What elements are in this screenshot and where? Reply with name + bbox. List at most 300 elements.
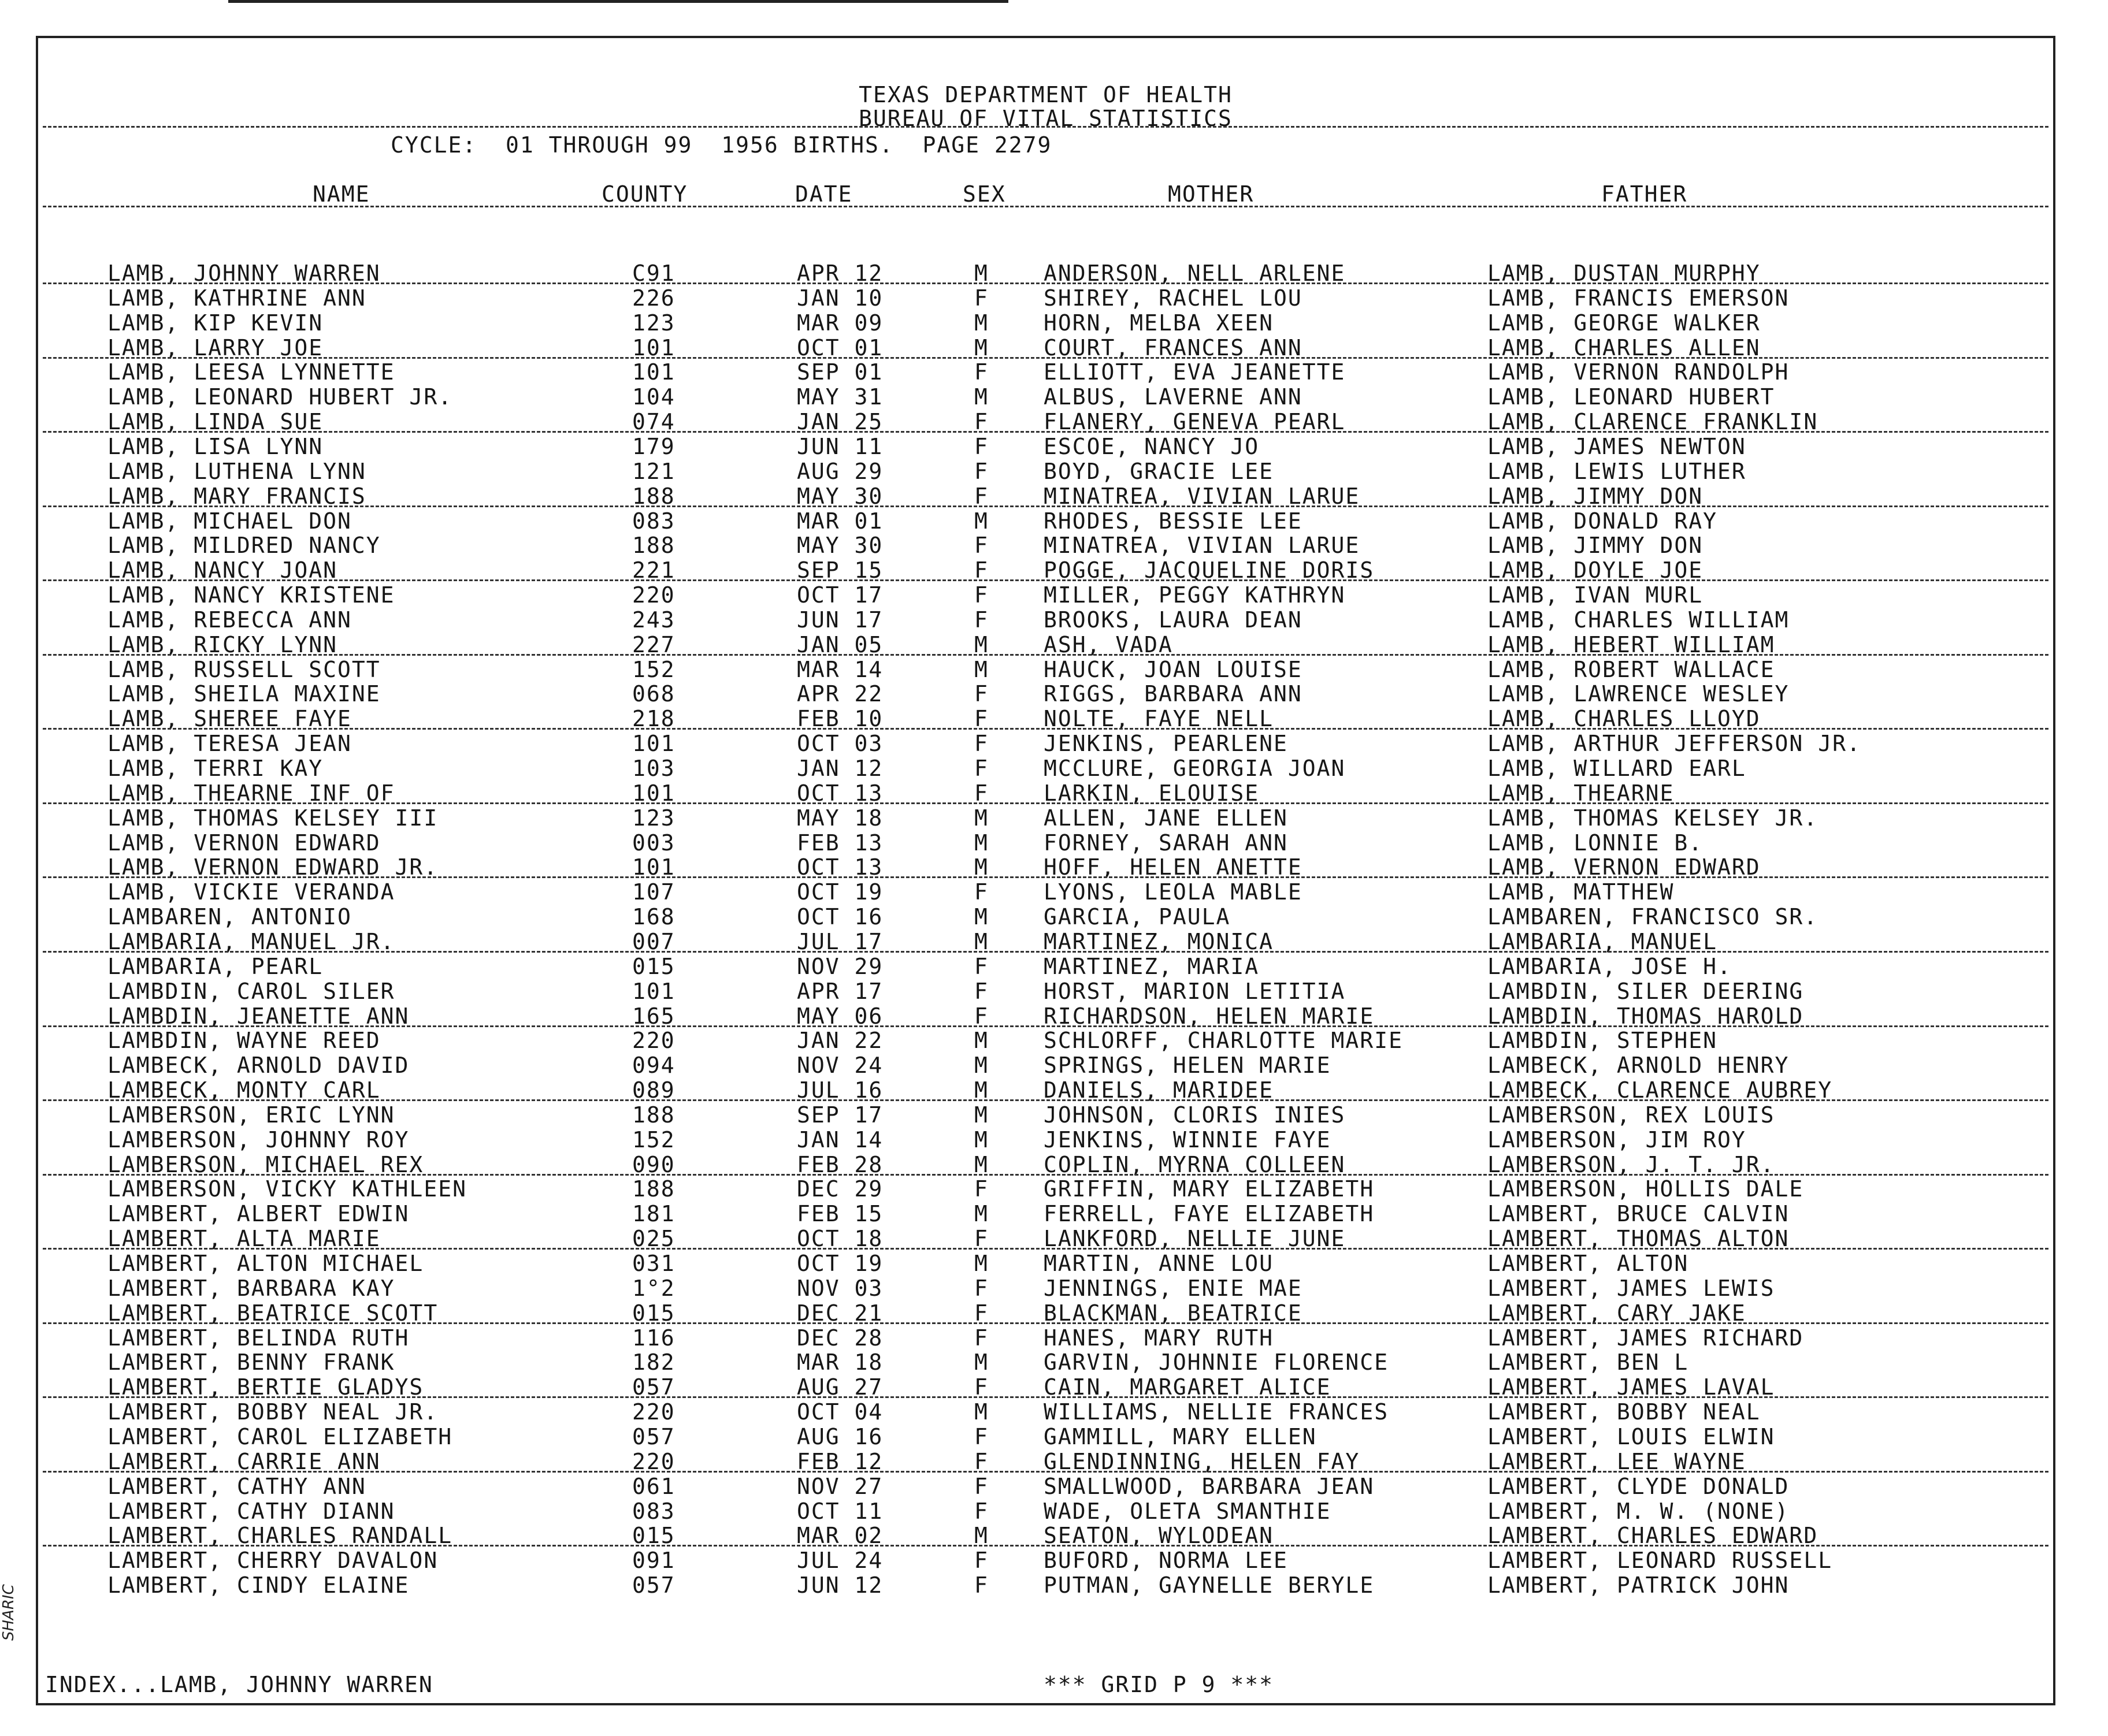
- cell-sex: F: [974, 780, 989, 806]
- cell-county: 220: [632, 582, 676, 608]
- cell-father: LAMBERT, CHARLES EDWARD: [1487, 1523, 1818, 1549]
- cell-mother: HAUCK, JOAN LOUISE: [1044, 656, 1302, 682]
- table-row: [38, 1499, 2053, 1523]
- cell-father: LAMBERT, JAMES LAVAL: [1487, 1374, 1775, 1400]
- cell-name: LAMBDIN, JEANETTE ANN: [107, 1003, 410, 1029]
- cell-name: LAMBERT, BEATRICE SCOTT: [107, 1300, 439, 1326]
- cell-father: LAMBERSON, HOLLIS DALE: [1487, 1176, 1804, 1202]
- cell-sex: M: [974, 1102, 989, 1128]
- col-mother: MOTHER: [1168, 181, 1255, 207]
- table-row: [38, 434, 2053, 459]
- cell-mother: LARKIN, ELOUISE: [1044, 780, 1260, 806]
- table-row: [38, 879, 2053, 904]
- cell-county: 220: [632, 1028, 676, 1054]
- cell-father: LAMB, HEBERT WILLIAM: [1487, 631, 1775, 657]
- cell-father: LAMBERT, LEE WAYNE: [1487, 1448, 1746, 1474]
- cell-sex: F: [974, 1498, 989, 1524]
- cell-mother: ESCOE, NANCY JO: [1044, 433, 1260, 459]
- cell-date: JAN 12: [797, 756, 884, 781]
- cell-date: JAN 25: [797, 409, 884, 435]
- cell-date: OCT 04: [797, 1399, 884, 1425]
- cell-name: LAMB, MILDRED NANCY: [107, 533, 381, 559]
- cell-county: 057: [632, 1374, 676, 1400]
- cell-sex: F: [974, 1423, 989, 1449]
- cell-mother: BOYD, GRACIE LEE: [1044, 458, 1274, 484]
- cell-father: LAMBERT, THOMAS ALTON: [1487, 1226, 1790, 1252]
- cell-sex: M: [974, 830, 989, 856]
- cell-sex: M: [974, 1053, 989, 1079]
- table-row: [38, 1399, 2053, 1424]
- col-sex: SEX: [963, 181, 1006, 207]
- table-row: [38, 409, 2053, 434]
- cell-county: 121: [632, 458, 676, 484]
- cell-sex: F: [974, 483, 989, 509]
- cell-county: 116: [632, 1325, 676, 1351]
- cell-date: MAY 30: [797, 533, 884, 559]
- table-row: [38, 1523, 2053, 1548]
- table-row: [38, 805, 2053, 830]
- cell-county: 025: [632, 1226, 676, 1252]
- cell-county: 188: [632, 1176, 676, 1202]
- table-row: [38, 1374, 2053, 1399]
- cell-county: 227: [632, 631, 676, 657]
- table-row: [38, 508, 2053, 533]
- cell-father: LAMBECK, ARNOLD HENRY: [1487, 1053, 1790, 1079]
- cell-father: LAMBECK, CLARENCE AUBREY: [1487, 1077, 1833, 1103]
- cell-county: 090: [632, 1151, 676, 1177]
- cell-county: 101: [632, 359, 676, 385]
- cell-date: APR 22: [797, 681, 884, 707]
- cell-date: MAY 30: [797, 483, 884, 509]
- table-row: [38, 681, 2053, 706]
- cell-sex: F: [974, 1176, 989, 1202]
- table-row: [38, 1424, 2053, 1449]
- cell-name: LAMB, REBECCA ANN: [107, 607, 352, 633]
- bureau-title: BUREAU OF VITAL STATISTICS: [859, 106, 1233, 131]
- cell-father: LAMB, ROBERT WALLACE: [1487, 656, 1775, 682]
- cell-father: LAMB, THOMAS KELSEY JR.: [1487, 805, 1818, 831]
- cell-mother: ALLEN, JANE ELLEN: [1044, 805, 1288, 831]
- cell-name: LAMBERT, ALBERT EDWIN: [107, 1201, 410, 1227]
- cell-sex: F: [974, 681, 989, 707]
- col-county: COUNTY: [602, 181, 688, 207]
- col-name: NAME: [313, 181, 370, 207]
- cell-father: LAMB, LEWIS LUTHER: [1487, 458, 1746, 484]
- cell-date: OCT 19: [797, 879, 884, 905]
- cell-date: AUG 16: [797, 1423, 884, 1449]
- cell-county: 107: [632, 879, 676, 905]
- cell-mother: ASH, VADA: [1044, 631, 1173, 657]
- cell-name: LAMB, LUTHENA LYNN: [107, 458, 366, 484]
- cell-sex: M: [974, 1201, 989, 1227]
- cell-sex: M: [974, 928, 989, 954]
- cell-sex: M: [974, 1399, 989, 1425]
- cell-date: OCT 13: [797, 780, 884, 806]
- cell-sex: F: [974, 1448, 989, 1474]
- cell-mother: GRIFFIN, MARY ELIZABETH: [1044, 1176, 1375, 1202]
- cell-date: JUN 12: [797, 1573, 884, 1599]
- table-row: [38, 1449, 2053, 1474]
- cell-county: 220: [632, 1448, 676, 1474]
- cell-county: 188: [632, 1102, 676, 1128]
- table-row: [38, 459, 2053, 484]
- cell-father: LAMBERT, M. W. (NONE): [1487, 1498, 1790, 1524]
- cell-mother: WILLIAMS, NELLIE FRANCES: [1044, 1399, 1389, 1425]
- table-row: [38, 310, 2053, 335]
- cell-father: LAMB, FRANCIS EMERSON: [1487, 285, 1790, 311]
- table-row: [38, 384, 2053, 409]
- cell-county: 101: [632, 780, 676, 806]
- cell-sex: F: [974, 1573, 989, 1599]
- cell-father: LAMBAREN, FRANCISCO SR.: [1487, 904, 1818, 930]
- cell-county: 074: [632, 409, 676, 435]
- cell-date: JAN 14: [797, 1127, 884, 1153]
- cell-name: LAMB, VERNON EDWARD: [107, 830, 381, 856]
- cell-sex: F: [974, 1473, 989, 1499]
- cell-county: 152: [632, 1127, 676, 1153]
- cell-father: LAMBERT, LEONARD RUSSELL: [1487, 1548, 1833, 1574]
- cell-father: LAMB, MATTHEW: [1487, 879, 1675, 905]
- cell-sex: F: [974, 1003, 989, 1029]
- cell-name: LAMBERSON, MICHAEL REX: [107, 1151, 424, 1177]
- cell-sex: F: [974, 1374, 989, 1400]
- cell-county: 179: [632, 433, 676, 459]
- cell-name: LAMB, KIP KEVIN: [107, 310, 324, 336]
- cell-date: JAN 22: [797, 1028, 884, 1054]
- table-row: [38, 533, 2053, 557]
- cell-father: LAMB, JIMMY DON: [1487, 483, 1704, 509]
- cell-father: LAMBERT, PATRICK JOHN: [1487, 1573, 1790, 1599]
- cell-county: 226: [632, 285, 676, 311]
- cell-date: OCT 19: [797, 1251, 884, 1276]
- cell-county: 103: [632, 756, 676, 781]
- cell-name: LAMBAREN, ANTONIO: [107, 904, 352, 930]
- cell-date: NOV 24: [797, 1053, 884, 1079]
- cell-sex: F: [974, 1548, 989, 1574]
- cell-mother: JOHNSON, CLORIS INIES: [1044, 1102, 1346, 1128]
- cell-sex: F: [974, 879, 989, 905]
- cell-mother: MARTIN, ANNE LOU: [1044, 1251, 1274, 1276]
- table-row: [38, 1053, 2053, 1077]
- cell-mother: HORST, MARION LETITIA: [1044, 978, 1346, 1004]
- cell-name: LAMB, RICKY LYNN: [107, 631, 338, 657]
- cell-name: LAMB, NANCY KRISTENE: [107, 582, 395, 608]
- cell-mother: BUFORD, NORMA LEE: [1044, 1548, 1288, 1574]
- cell-sex: M: [974, 1077, 989, 1103]
- cell-date: OCT 18: [797, 1226, 884, 1252]
- table-row: [38, 607, 2053, 632]
- table-row: [38, 335, 2053, 360]
- cell-name: LAMB, NANCY JOAN: [107, 557, 338, 583]
- cell-date: JUL 17: [797, 928, 884, 954]
- table-row: [38, 1573, 2053, 1597]
- cell-date: JUL 16: [797, 1077, 884, 1103]
- col-date: DATE: [795, 181, 853, 207]
- cell-father: LAMB, CHARLES LLOYD: [1487, 706, 1761, 732]
- cell-father: LAMB, WILLARD EARL: [1487, 756, 1746, 781]
- table-row: [38, 780, 2053, 805]
- column-rule: [43, 206, 2048, 207]
- cell-sex: M: [974, 1251, 989, 1276]
- table-row: [38, 261, 2053, 285]
- cell-name: LAMB, KATHRINE ANN: [107, 285, 366, 311]
- table-row: [38, 1152, 2053, 1177]
- cell-sex: F: [974, 731, 989, 757]
- cell-date: DEC 29: [797, 1176, 884, 1202]
- cell-date: APR 12: [797, 261, 884, 286]
- cell-mother: SEATON, WYLODEAN: [1044, 1523, 1274, 1549]
- cell-date: JAN 05: [797, 631, 884, 657]
- cell-mother: MINATREA, VIVIAN LARUE: [1044, 533, 1360, 559]
- cell-name: LAMBERT, CATHY DIANN: [107, 1498, 395, 1524]
- cell-date: OCT 16: [797, 904, 884, 930]
- cell-name: LAMBERT, CATHY ANN: [107, 1473, 366, 1499]
- cell-date: MAR 14: [797, 656, 884, 682]
- cell-father: LAMB, DONALD RAY: [1487, 508, 1718, 534]
- table-row: [38, 1127, 2053, 1152]
- cell-mother: LYONS, LEOLA MABLE: [1044, 879, 1302, 905]
- cell-county: 152: [632, 656, 676, 682]
- cell-name: LAMBECK, ARNOLD DAVID: [107, 1053, 410, 1079]
- table-row: [38, 582, 2053, 607]
- cell-name: LAMBERSON, VICKY KATHLEEN: [107, 1176, 467, 1202]
- cell-sex: F: [974, 557, 989, 583]
- cell-name: LAMBERSON, JOHNNY ROY: [107, 1127, 410, 1153]
- table-row: [38, 1176, 2053, 1201]
- table-row: [38, 1102, 2053, 1127]
- cell-date: JUL 24: [797, 1548, 884, 1574]
- cell-mother: JENNINGS, ENIE MAE: [1044, 1275, 1302, 1301]
- cell-sex: F: [974, 1300, 989, 1326]
- cell-father: LAMB, JAMES NEWTON: [1487, 433, 1746, 459]
- cell-county: 101: [632, 854, 676, 880]
- cell-mother: BLACKMAN, BEATRICE: [1044, 1300, 1302, 1326]
- cell-date: AUG 27: [797, 1374, 884, 1400]
- cell-father: LAMB, LAWRENCE WESLEY: [1487, 681, 1790, 707]
- cell-name: LAMBERT, CHERRY DAVALON: [107, 1548, 439, 1574]
- cell-county: 094: [632, 1053, 676, 1079]
- cell-county: 182: [632, 1350, 676, 1376]
- table-row: [38, 1300, 2053, 1325]
- cell-sex: M: [974, 656, 989, 682]
- cell-father: LAMBDIN, SILER DEERING: [1487, 978, 1804, 1004]
- cell-sex: F: [974, 607, 989, 633]
- cell-mother: FERRELL, FAYE ELIZABETH: [1044, 1201, 1375, 1227]
- cell-date: JUN 11: [797, 433, 884, 459]
- cell-county: 221: [632, 557, 676, 583]
- cell-father: LAMB, VERNON EDWARD: [1487, 854, 1761, 880]
- cell-county: 188: [632, 533, 676, 559]
- cell-mother: HOFF, HELEN ANETTE: [1044, 854, 1302, 880]
- cell-mother: MARTINEZ, MONICA: [1044, 928, 1274, 954]
- cell-name: LAMB, RUSSELL SCOTT: [107, 656, 381, 682]
- cell-date: DEC 21: [797, 1300, 884, 1326]
- cycle-line: CYCLE: 01 THROUGH 99 1956 BIRTHS. PAGE 2279: [391, 132, 1052, 158]
- cell-name: LAMB, LEONARD HUBERT JR.: [107, 384, 453, 410]
- cell-name: LAMBERT, CHARLES RANDALL: [107, 1523, 453, 1549]
- table-row: [38, 1474, 2053, 1499]
- cell-mother: DANIELS, MARIDEE: [1044, 1077, 1274, 1103]
- cell-name: LAMBDIN, CAROL SILER: [107, 978, 395, 1004]
- cell-mother: COURT, FRANCES ANN: [1044, 334, 1302, 360]
- table-row: [38, 657, 2053, 682]
- cell-county: C91: [632, 261, 676, 286]
- cell-sex: M: [974, 631, 989, 657]
- cell-mother: ANDERSON, NELL ARLENE: [1044, 261, 1346, 286]
- cell-sex: M: [974, 334, 989, 360]
- table-row: [38, 954, 2053, 979]
- cell-date: OCT 01: [797, 334, 884, 360]
- cell-county: 101: [632, 731, 676, 757]
- cell-mother: SCHLORFF, CHARLOTTE MARIE: [1044, 1028, 1403, 1054]
- cell-mother: MINATREA, VIVIAN LARUE: [1044, 483, 1360, 509]
- cell-county: 007: [632, 928, 676, 954]
- cell-sex: M: [974, 1523, 989, 1549]
- table-row: [38, 484, 2053, 508]
- cell-father: LAMB, IVAN MURL: [1487, 582, 1704, 608]
- cell-father: LAMBARIA, JOSE H.: [1487, 953, 1732, 979]
- cell-father: LAMB, THEARNE: [1487, 780, 1675, 806]
- cell-county: 188: [632, 483, 676, 509]
- cell-county: 015: [632, 953, 676, 979]
- cell-mother: LANKFORD, NELLIE JUNE: [1044, 1226, 1346, 1252]
- cell-name: LAMB, LEESA LYNNETTE: [107, 359, 395, 385]
- cell-date: DEC 28: [797, 1325, 884, 1351]
- cell-name: LAMBERT, CARRIE ANN: [107, 1448, 381, 1474]
- cell-father: LAMBERT, BEN L: [1487, 1350, 1689, 1376]
- cell-mother: COPLIN, MYRNA COLLEEN: [1044, 1151, 1346, 1177]
- cell-county: 101: [632, 978, 676, 1004]
- cell-sex: F: [974, 1226, 989, 1252]
- cell-mother: FLANERY, GENEVA PEARL: [1044, 409, 1346, 435]
- cell-father: LAMBERSON, JIM ROY: [1487, 1127, 1746, 1153]
- cell-sex: F: [974, 409, 989, 435]
- cell-father: LAMBARIA, MANUEL: [1487, 928, 1718, 954]
- margin-label: SHARIC: [0, 1584, 17, 1641]
- cell-date: OCT 11: [797, 1498, 884, 1524]
- cell-father: LAMBERT, BOBBY NEAL: [1487, 1399, 1761, 1425]
- cell-name: LAMBARIA, MANUEL JR.: [107, 928, 395, 954]
- printout-page: [36, 36, 2055, 1705]
- cell-father: LAMBERT, LOUIS ELWIN: [1487, 1423, 1775, 1449]
- cell-name: LAMBERT, ALTON MICHAEL: [107, 1251, 424, 1276]
- cell-mother: HANES, MARY RUTH: [1044, 1325, 1274, 1351]
- cell-mother: RHODES, BESSIE LEE: [1044, 508, 1302, 534]
- grid-footer: *** GRID P 9 ***: [1044, 1672, 1274, 1697]
- index-footer: INDEX...LAMB, JOHNNY WARREN: [45, 1672, 433, 1697]
- cell-county: 015: [632, 1300, 676, 1326]
- cell-sex: M: [974, 261, 989, 286]
- table-row: [38, 359, 2053, 384]
- cell-county: 089: [632, 1077, 676, 1103]
- cell-name: LAMB, LARRY JOE: [107, 334, 324, 360]
- cell-father: LAMBERSON, REX LOUIS: [1487, 1102, 1775, 1128]
- cell-name: LAMBARIA, PEARL: [107, 953, 324, 979]
- cell-mother: NOLTE, FAYE NELL: [1044, 706, 1274, 732]
- cell-sex: F: [974, 359, 989, 385]
- cell-county: 220: [632, 1399, 676, 1425]
- cell-date: MAR 01: [797, 508, 884, 534]
- cell-sex: F: [974, 1325, 989, 1351]
- cell-date: OCT 13: [797, 854, 884, 880]
- cell-mother: WADE, OLETA SMANTHIE: [1044, 1498, 1331, 1524]
- cell-date: FEB 15: [797, 1201, 884, 1227]
- cell-mother: MCCLURE, GEORGIA JOAN: [1044, 756, 1346, 781]
- cell-county: 168: [632, 904, 676, 930]
- cell-date: JUN 17: [797, 607, 884, 633]
- cell-sex: F: [974, 978, 989, 1004]
- cell-name: LAMB, SHEREE FAYE: [107, 706, 352, 732]
- cell-father: LAMB, JIMMY DON: [1487, 533, 1704, 559]
- cell-name: LAMB, THEARNE INF OF: [107, 780, 395, 806]
- cell-sex: F: [974, 1275, 989, 1301]
- cell-sex: M: [974, 854, 989, 880]
- cell-date: NOV 29: [797, 953, 884, 979]
- cell-date: MAY 06: [797, 1003, 884, 1029]
- cell-father: LAMBDIN, STEPHEN: [1487, 1028, 1718, 1054]
- cell-mother: HORN, MELBA XEEN: [1044, 310, 1274, 336]
- cell-date: NOV 27: [797, 1473, 884, 1499]
- cell-father: LAMB, CLARENCE FRANKLIN: [1487, 409, 1818, 435]
- cell-date: MAR 18: [797, 1350, 884, 1376]
- cell-father: LAMB, GEORGE WALKER: [1487, 310, 1761, 336]
- cell-father: LAMBDIN, THOMAS HAROLD: [1487, 1003, 1804, 1029]
- cell-county: 1°2: [632, 1275, 676, 1301]
- cell-date: FEB 10: [797, 706, 884, 732]
- cell-county: 057: [632, 1573, 676, 1599]
- cell-date: OCT 17: [797, 582, 884, 608]
- cell-father: LAMB, CHARLES ALLEN: [1487, 334, 1761, 360]
- cell-name: LAMB, LISA LYNN: [107, 433, 324, 459]
- cell-father: LAMBERT, CARY JAKE: [1487, 1300, 1746, 1326]
- cell-sex: M: [974, 1151, 989, 1177]
- cell-name: LAMB, JOHNNY WARREN: [107, 261, 381, 286]
- cell-name: LAMBERT, ALTA MARIE: [107, 1226, 381, 1252]
- table-row: [38, 830, 2053, 855]
- cell-name: LAMBERT, BARBARA KAY: [107, 1275, 395, 1301]
- cell-name: LAMB, MARY FRANCIS: [107, 483, 366, 509]
- cell-mother: RIGGS, BARBARA ANN: [1044, 681, 1302, 707]
- table-row: [38, 854, 2053, 879]
- cell-father: LAMBERT, BRUCE CALVIN: [1487, 1201, 1790, 1227]
- table-row: [38, 632, 2053, 657]
- cell-mother: RICHARDSON, HELEN MARIE: [1044, 1003, 1375, 1029]
- cell-county: 015: [632, 1523, 676, 1549]
- cell-name: LAMB, VICKIE VERANDA: [107, 879, 395, 905]
- cell-father: LAMBERT, ALTON: [1487, 1251, 1689, 1276]
- cell-name: LAMB, VERNON EDWARD JR.: [107, 854, 439, 880]
- cell-date: MAR 02: [797, 1523, 884, 1549]
- cell-name: LAMBECK, MONTY CARL: [107, 1077, 381, 1103]
- cell-mother: FORNEY, SARAH ANN: [1044, 830, 1288, 856]
- cell-date: MAY 18: [797, 805, 884, 831]
- cell-sex: M: [974, 384, 989, 410]
- cell-county: 218: [632, 706, 676, 732]
- cell-mother: SHIREY, RACHEL LOU: [1044, 285, 1302, 311]
- cell-father: LAMBERSON, J. T. JR.: [1487, 1151, 1775, 1177]
- cell-county: 181: [632, 1201, 676, 1227]
- cell-father: LAMB, VERNON RANDOLPH: [1487, 359, 1790, 385]
- cell-date: JAN 10: [797, 285, 884, 311]
- cell-mother: SMALLWOOD, BARBARA JEAN: [1044, 1473, 1375, 1499]
- cell-county: 104: [632, 384, 676, 410]
- cell-mother: GARCIA, PAULA: [1044, 904, 1231, 930]
- table-row: [38, 1226, 2053, 1251]
- cell-father: LAMBERT, CLYDE DONALD: [1487, 1473, 1790, 1499]
- cell-mother: GLENDINNING, HELEN FAY: [1044, 1448, 1360, 1474]
- cell-sex: F: [974, 582, 989, 608]
- cell-father: LAMBERT, JAMES RICHARD: [1487, 1325, 1804, 1351]
